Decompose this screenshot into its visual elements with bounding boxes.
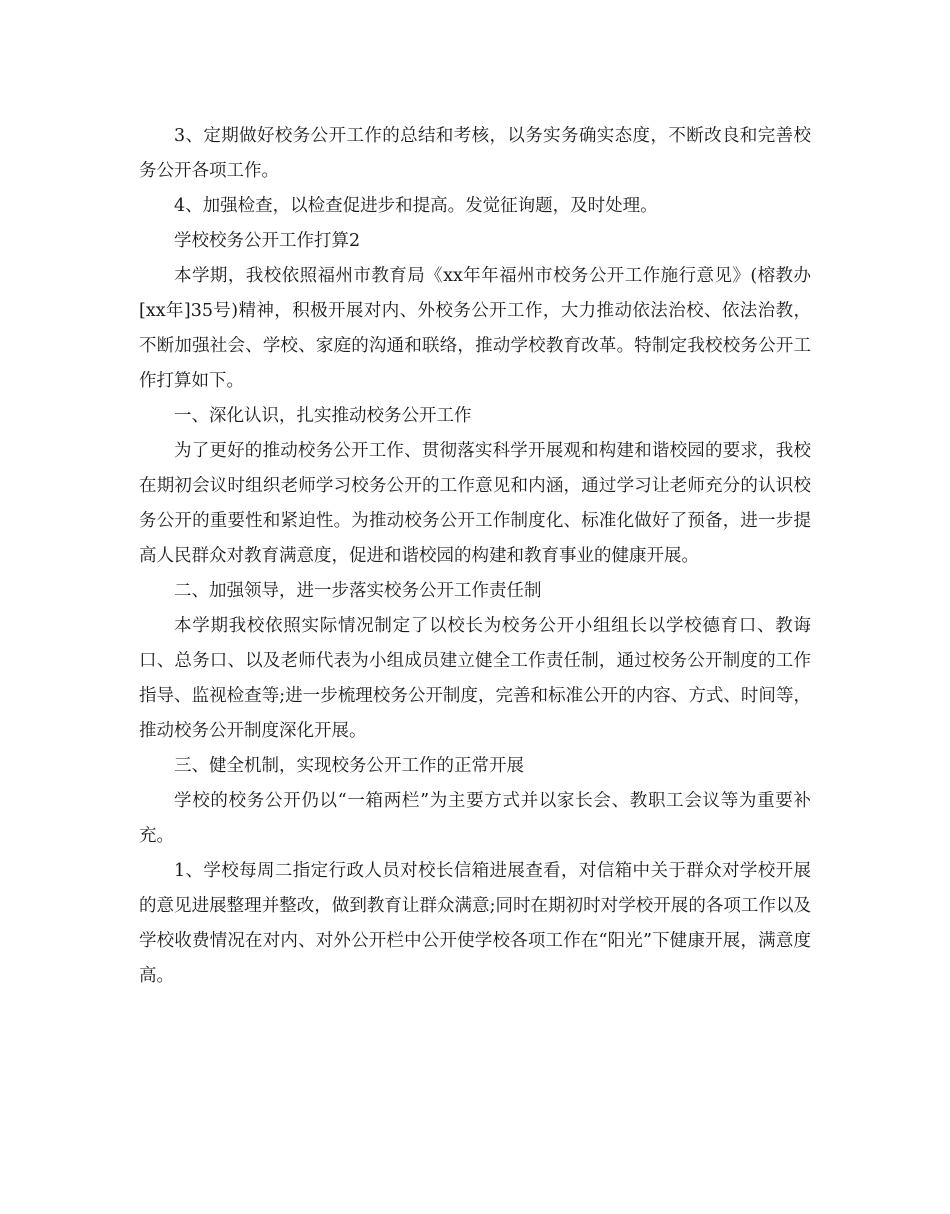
section-2-paragraph: 本学期我校依照实际情况制定了以校长为校务公开小组组长以学校德育口、教诲口、总务口、以及老师代表为小组成员建立健全工作责任制，通过校务公开制度的工作指导、监视检查等;进一步梳理校务公开制度，完善和标准公开的内容、方式、时间等，推动校务公开制度深化开展。 [139,616,811,741]
paragraph-item-3: 3、定期做好校务公开工作的总结和考核，以务实务确实态度，不断改良和完善校务公开各项工作。 [139,126,811,181]
section-heading-1: 一、深化认识，扎实推动校务公开工作 [174,406,472,426]
section-heading-3: 三、健全机制，实现校务公开工作的正常开展 [174,756,524,776]
section-1-paragraph: 为了更好的推动校务公开工作、贯彻落实科学开展观和构建和谐校园的要求，我校在期初会议时组织老师学习校务公开的工作意见和内涵，通过学习让老师充分的认识校务公开的重要性和紧迫性。为推动校务公开工作制度化、标准化做好了预备，进一步提高人民群众对教育满意度，促进和谐校园的构建和教育事业的健康开展。 [139,441,811,566]
section-title: 学校校务公开工作打算2 [174,231,361,251]
section-heading-2: 二、加强领导，进一步落实校务公开工作责任制 [174,581,542,601]
section-3-item-1: 1、学校每周二指定行政人员对校长信箱进展查看，对信箱中关于群众对学校开展的意见进展整理并整改，做到教育让群众满意;同时在期初时对学校开展的各项工作以及学校收费情况在对内、对外公开栏中公开使学校各项工作在“阳光”下健康开展，满意度高。 [139,861,811,986]
paragraph-item-4: 4、加强检查，以检查促进步和提高。发觉征询题，及时处理。 [174,196,658,216]
section-3-paragraph: 学校的校务公开仍以“一箱两栏”为主要方式并以家长会、教职工会议等为重要补充。 [139,791,811,846]
document-body [139,119,811,994]
intro-paragraph: 本学期，我校依照福州市教育局《xx年年福州市校务公开工作施行意见》(榕教办[xx年]35号)精神，积极开展对内、外校务公开工作，大力推动依法治校、依法治教，不断加强社会、学校、家庭的沟通和联络，推动学校教育改革。特制定我校校务公开工作打算如下。 [139,266,811,391]
